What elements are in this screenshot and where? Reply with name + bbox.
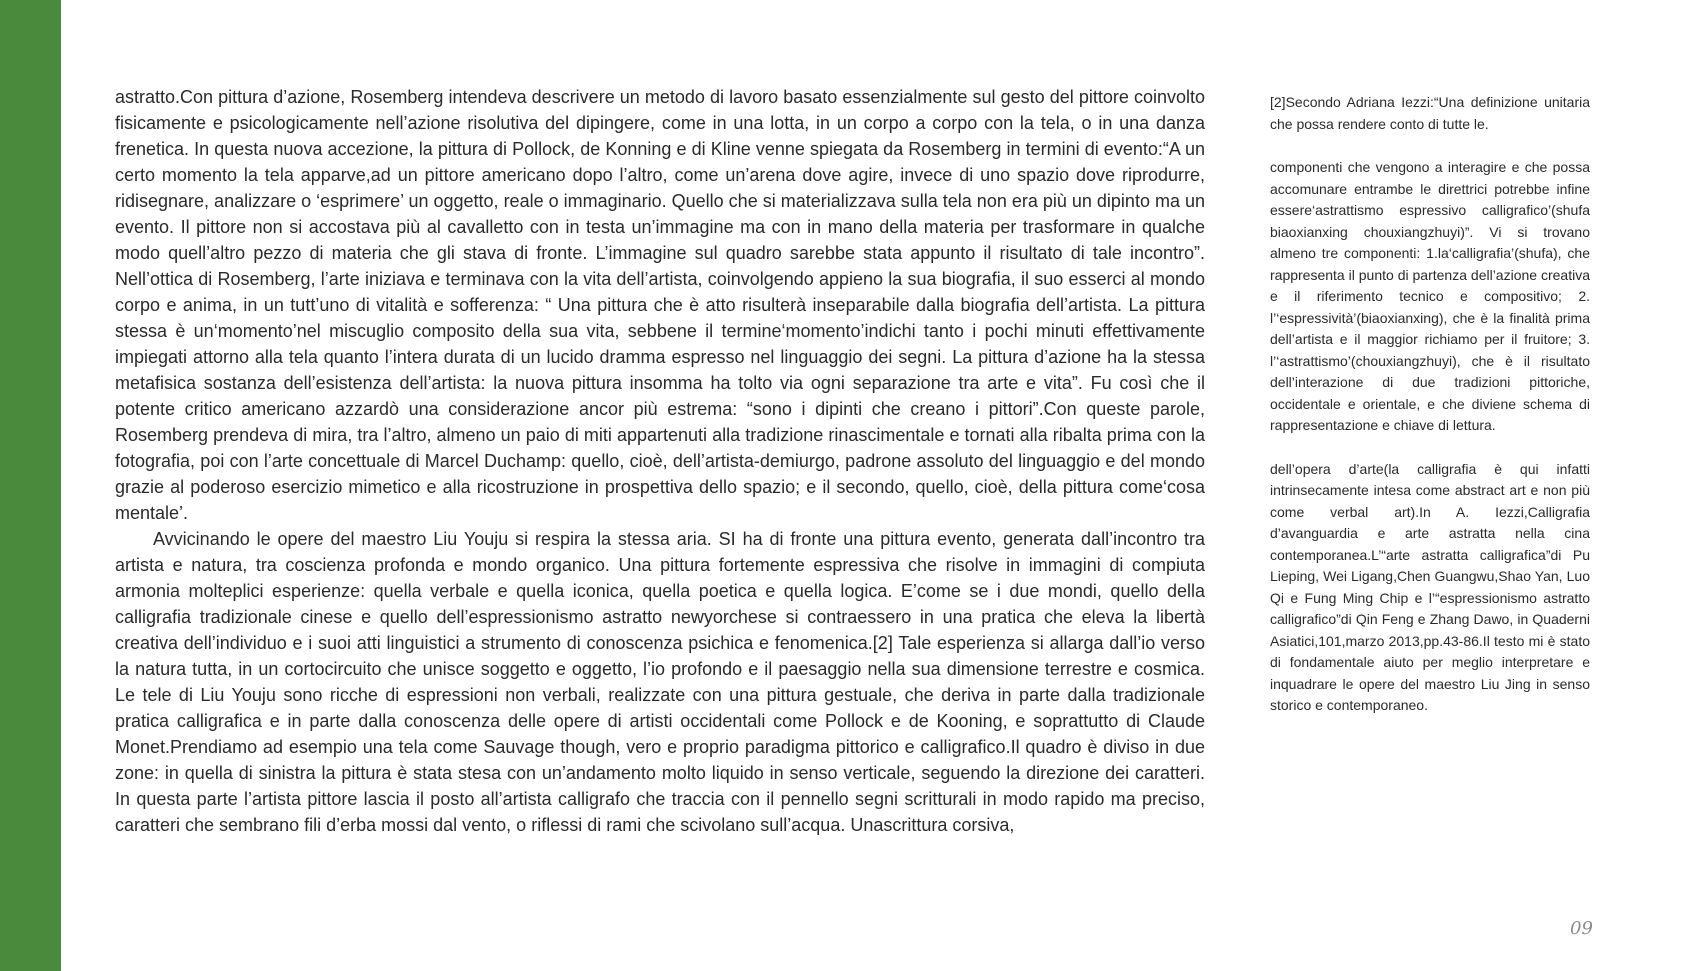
main-text-column [115, 84, 1205, 838]
body-paragraph-2: Avvicinando le opere del maestro Liu Youju si respira la stessa aria. SI ha di fronte una pittura evento, generata dall’incontro tra artista e natura, tra coscienza profonda e mondo organico. Una pittura fortemente espressiva che risolve in immagini di compiuta armonia molteplici esperienze: quella verbale e quella iconica, quella poetica e quella logica. E’come se i due mondi, quello della calligrafia tradizionale cinese e quello dell’espressionismo astratto newyorchese si contraessero in una pratica che eleva la libertà creativa dell’individuo e i suoi atti linguistici a strumento di conoscenza psichica e fenomenica.[2] Tale esperienza si allarga dall’io verso la natura tutta, in un cortocircuito che unisce soggetto e oggetto, l’io profondo e il paesaggio nella sua dimensione terrestre e cosmica. Le tele di Liu Youju sono ricche di espressioni non verbali, realizzate con una pittura gestuale, che deriva in parte dalla tradizionale pratica calligrafica e in parte dalla conoscenza delle opere di artisti occidentali come Pollock e de Kooning, e soprattutto di Claude Monet.Prendiamo ad esempio una tela come Sauvage though, vero e proprio paradigma pittorico e calligrafico.Il quadro è diviso in due zone: in quella di sinistra la pittura è stata stesa con un’andamento molto liquido in senso verticale, seguendo la direzione dei caratteri. In questa parte l’artista pittore lascia il posto all’artista calligrafo che traccia con il pennello segni scritturali in modo rapido ma preciso, caratteri che sembrano fili d’erba mossi dal vento, o riflessi di rami che scivolano sull’acqua. Unascrittura corsiva, [115, 529, 1205, 835]
footnote-paragraph-2: componenti che vengono a interagire e che possa accomunare entrambe le direttrici potrebbe infine essere‘astrattismo espressivo calligrafico’(shufa biaoxianxing chouxiangzhuyi)”. Vi si trovano almeno tre componenti: 1.la‘calligrafia’(shufa), che rappresenta il punto di partenza dell’azione creativa e il riferimento tecnico e compositivo; 2. l’‘espressività’(biaoxianxing), che è la finalità prima dell’artista e il maggior richiamo per il fruitore; 3. l’‘astrattismo’(chouxiangzhuyi), che è il risultato dell’interazione di due tradizioni pittoriche, occidentale e orientale, e che diviene schema di rappresentazione e chiave di lettura. [1270, 159, 1590, 433]
footnote-column [1270, 92, 1590, 739]
body-paragraph-1: astratto.Con pittura d’azione, Rosemberg intendeva descrivere un metodo di lavoro basato essenzialmente sul gesto del pittore coinvolto fisicamente e psicologicamente nell’azione risolutiva del dipingere, come in una lotta, in un corpo a corpo con la tela, o in una danza frenetica. In questa nuova accezione, la pittura di Pollock, de Konning e di Kline venne spiegata da Rosemberg in termini di evento:“A un certo momento la tela apparve,ad un pittore americano dopo l’altro, come un’arena dove agire, invece di uno spazio dove riprodurre, ridisegnare, analizzare o ‘esprimere’ un oggetto, reale o immaginario. Quello che si materializzava sulla tela non era più un dipinto ma un evento. Il pittore non si accostava più al cavalletto con in testa un’immagine ma con in mano della materia per trasformare in qualche modo quell’altro pezzo di materia che gli stava di fronte. L’immagine sul quadro sarebbe stata appunto il risultato di tale incontro”. Nell’ottica di Rosemberg, l’arte iniziava e terminava con la vita dell’artista, coinvolgendo appieno la sua biografia, il suo esserci al mondo corpo e anima, in un tutt’uno di vitalità e sofferenza: “ Una pittura che è atto risulterà inseparabile dalla biografia dell’artista. La pittura stessa è un‘momento’nel miscuglio composito della sua vita, sebbene il termine‘momento’indichi tanto i pochi minuti effettivamente impiegati attorno alla tela quanto l’intera durata di un lucido dramma espresso nel linguaggio dei segni. La pittura d’azione ha la stessa metafisica sostanza dell’esistenza dell’artista: la nuova pittura insomma ha tolto via ogni separazione tra arte e vita”. Fu così che il potente critico americano azzardò una considerazione ancor più estrema: “sono i dipinti che creano i pittori”.Con queste parole, Rosemberg prendeva di mira, tra l’altro, almeno un paio di miti appartenuti alla tradizione rinascimentale e tornati alla ribalta prima con la fotografia, poi con l’arte concettuale di Marcel Duchamp: quello, cioè, dell’artista-demiurgo, padrone assoluto del linguaggio e del mondo grazie al poderoso esercizio mimetico e alla ricostruzione in prospettiva dello spazio; e il secondo, quello, cioè, della pittura come‘cosa mentale’. [115, 87, 1205, 523]
footnote-paragraph-3: dell’opera d’arte(la calligrafia è qui infatti intrinsecamente intesa come abstract art e non più come verbal art).In A. Iezzi,Calligrafia d’avanguardia e arte astratta nella cina contemporanea.L’“arte astratta calligrafica”di Pu Lieping, Wei Ligang,Chen Guangwu,Shao Yan, Luo Qi e Fung Ming Chip e l’“espressionismo astratto calligrafico”di Qin Feng e Zhang Dawo, in Quaderni Asiatici,101,marzo 2013,pp.43-86.Il testo mi è stato di fondamentale aiuto per meglio interpretare e inquadrare le opere del maestro Liu Jing in senso storico e contemporaneo. [1270, 460, 1590, 713]
page-number: 09 [1570, 918, 1593, 939]
footnote-paragraph-1: [2]Secondo Adriana Iezzi:“Una definizione unitaria che possa rendere conto di tutte le. [1270, 94, 1590, 132]
green-sidebar-band [0, 0, 61, 971]
